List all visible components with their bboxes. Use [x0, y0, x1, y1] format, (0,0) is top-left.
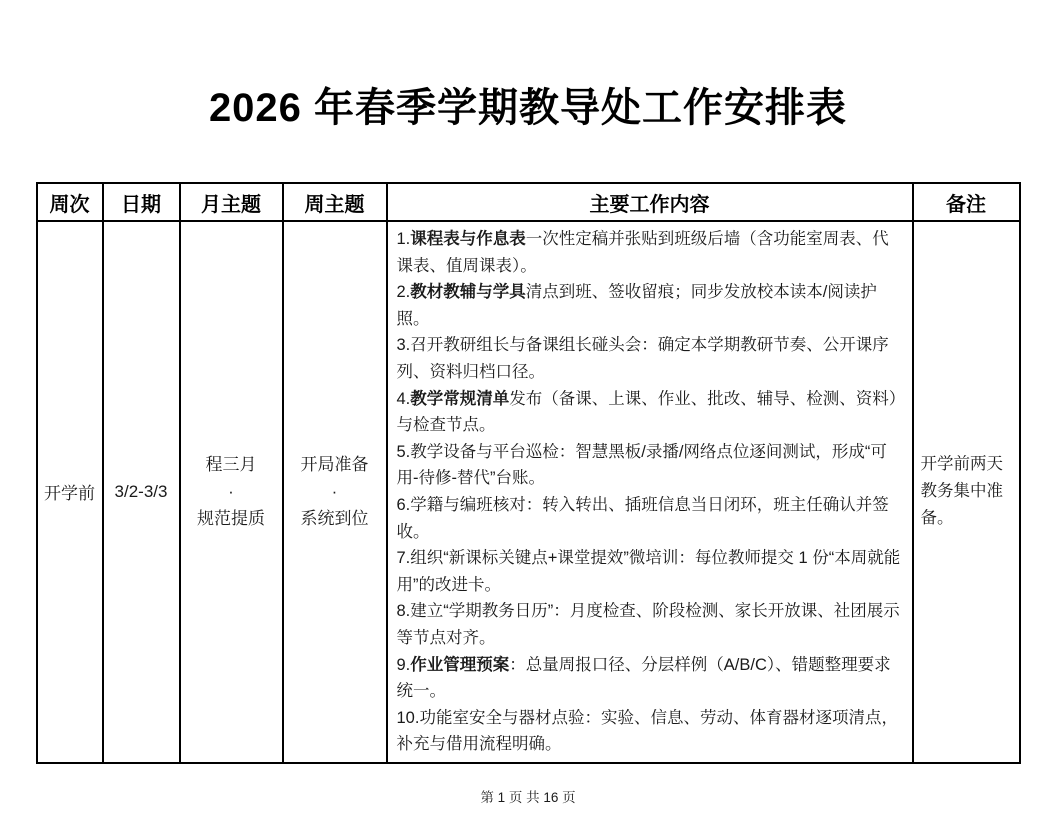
item-text: ：总量周报口径、分层样例（A/B/C）、错题整理要求统一。 [396, 655, 891, 701]
item-number: 6. [396, 495, 411, 514]
item-text: 功能室安全与器材点验：实验、信息、劳动、体育器材逐项清点，补充与借用流程明确。 [396, 708, 898, 754]
item-bold-lead: 教材教辅与学具 [410, 283, 526, 302]
page-title: 2026 年春季学期教导处工作安排表 [208, 86, 848, 130]
item-bold-lead: 作业管理预案 [410, 655, 510, 674]
item-text: 一次性定稿并张贴到班级后墙（含功能室周表、代课表、值周课表）。 [396, 230, 889, 275]
work-item-7 [397, 545, 904, 598]
col-header-month-theme: 月主题 [180, 183, 283, 221]
item-number: 8. [396, 602, 411, 621]
month-theme-line-1: 程三月 [205, 455, 257, 475]
item-number: 3. [396, 336, 411, 355]
item-text: 教学设备与平台巡检：智慧黑板/录播/网络点位逐间测试，形成“可用-待修-替代”台账。 [396, 442, 887, 488]
cell-week-theme [283, 221, 387, 763]
item-number: 2. [396, 283, 411, 302]
work-item-6 [397, 492, 904, 545]
item-text: 学籍与编班核对：转入转出、插班信息当日闭环，班主任确认并签收。 [396, 495, 889, 541]
col-header-date: 日期 [103, 183, 180, 221]
col-header-remark: 备注 [913, 183, 1020, 221]
work-item-3 [397, 332, 904, 385]
item-number: 4. [396, 389, 411, 408]
cell-remark: 开学前两天教务集中准备。 [913, 221, 1020, 763]
work-item-10 [397, 705, 904, 758]
item-text: 清点到班、签收留痕；同步发放校本读本/阅读护照。 [396, 283, 877, 328]
work-item-9 [397, 652, 904, 705]
week-theme-separator: · [331, 482, 338, 502]
item-number: 5. [396, 442, 411, 461]
col-header-week: 周次 [37, 183, 103, 221]
work-item-5 [397, 439, 904, 492]
col-header-work-content: 主要工作内容 [387, 183, 913, 221]
item-number: 9. [396, 655, 411, 674]
page-number-footer: 第 1 页 共 16 页 [480, 789, 576, 805]
table-header-row [37, 183, 1020, 221]
cell-week: 开学前 [37, 221, 103, 763]
item-text: 召开教研组长与备课组长碰头会：确定本学期教研节奏、公开课序列、资料归档口径。 [396, 336, 889, 381]
cell-month-theme [180, 221, 283, 763]
item-bold-lead: 教学常规清单 [410, 389, 510, 408]
col-header-week-theme: 周主题 [283, 183, 387, 221]
week-theme-line-2: 系统到位 [300, 509, 369, 529]
item-number: 10. [396, 708, 420, 727]
cell-work-content [387, 221, 913, 763]
work-item-1 [397, 226, 904, 279]
week-theme-line-1: 开局准备 [300, 455, 369, 475]
item-text: 发布（备课、上课、作业、批改、辅导、检测、资料）与检查节点。 [396, 389, 898, 435]
table-row [37, 221, 1020, 763]
work-item-4 [397, 386, 904, 439]
work-item-2 [397, 279, 904, 332]
item-text: 建立“学期教务日历”：月度检查、阶段检测、家长开放课、社团展示等节点对齐。 [396, 602, 900, 647]
item-text: 组织“新课标关键点+课堂提效”微培训：每位教师提交 1 份“本周就能用”的改进卡。 [396, 549, 901, 594]
month-theme-separator: · [228, 482, 234, 502]
item-number: 7. [396, 549, 411, 568]
work-schedule-table [36, 182, 1021, 764]
item-number: 1. [396, 230, 411, 248]
work-item-8 [397, 598, 904, 651]
item-bold-lead: 课程表与作息表 [410, 230, 526, 248]
cell-date: 3/2-3/3 [103, 221, 180, 763]
month-theme-line-2: 规范提质 [197, 509, 265, 529]
